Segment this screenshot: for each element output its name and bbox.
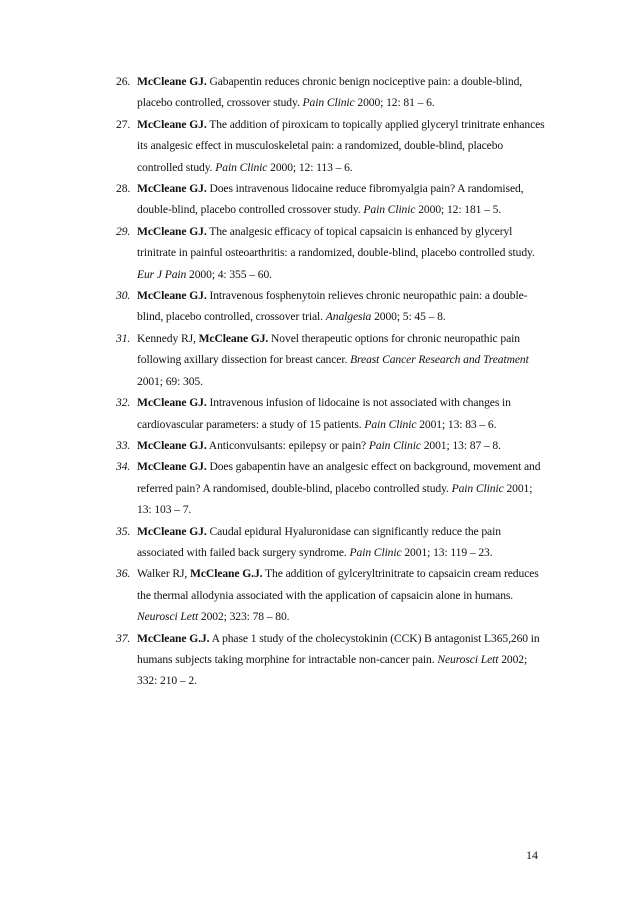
reference-citation: 2001; 69: 305. [137,374,203,388]
reference-title: Anticonvulsants: epilepsy or pain? [206,438,369,452]
reference-item [116,435,548,456]
highlighted-author: McCleane GJ. [137,75,207,88]
reference-authors [137,289,207,302]
page-number: 14 [526,848,538,862]
reference-authors: Walker RJ, McCleane G.J. [137,567,263,581]
highlighted-author: McCleane GJ. [137,524,207,538]
reference-citation: 2000; 12: 113 – 6. [267,160,353,174]
reference-citation: 2000; 4: 355 – 60. [186,267,272,281]
reference-number: 30. [116,289,131,303]
reference-list [116,71,548,692]
reference-item [116,628,548,692]
reference-title: Does gabapentin have an analgesic effect on background, movement and referred pain? A randomised, double-blind, placebo controlled study. [137,460,541,495]
reference-authors [137,118,207,131]
reference-title: Intravenous fosphenytoin relieves chronic neuropathic pain: a double-blind, placebo controlled, crossover trial. [137,289,528,324]
reference-journal: Breast Cancer Research and Treatment [350,353,529,367]
reference-title: The analgesic efficacy of topical capsaicin is enhanced by glyceryl trinitrate in painful osteoarthritis: a randomized, double-blind, placebo controlled study. [137,224,535,260]
reference-number: 37. [116,631,131,645]
highlighted-author: McCleane G.J. [190,567,263,581]
highlighted-author: McCleane GJ. [137,438,207,452]
reference-number: 29. [116,224,131,238]
reference-number: 31. [116,331,131,345]
reference-number: 32. [116,396,131,410]
reference-title: Intravenous infusion of lidocaine is not associated with changes in cardiovascular parameters: a study of 15 patients. [137,396,511,431]
reference-journal: Pain Clinic [364,417,417,431]
reference-number: 34. [116,460,131,474]
reference-item [116,221,548,285]
reference-item [116,521,548,564]
reference-authors [137,632,209,645]
highlighted-author: McCleane GJ. [137,460,207,474]
reference-citation: 2000; 5: 45 – 8. [371,310,446,324]
reference-number: 28. [116,182,131,196]
reference-item [116,392,548,435]
reference-authors: Kennedy RJ, McCleane GJ. [137,331,269,345]
reference-journal: Neurosci Lett [137,610,199,624]
reference-citation: 2002; 323: 78 – 80. [198,610,290,624]
reference-item [116,285,548,328]
reference-item [116,328,548,392]
reference-number: 35. [116,524,131,538]
reference-title: Does intravenous lidocaine reduce fibromyalgia pain? A randomised, double-blind, placebo controlled crossover study. [137,182,524,217]
reference-journal: Pain Clinic [215,160,268,174]
reference-citation: 2001; 13: 119 – 23. [401,545,493,559]
reference-citation: 2000; 12: 81 – 6. [354,96,435,110]
reference-citation: 2002; 332: 210 – 2. [137,652,528,688]
reference-title: The addition of piroxicam to topically applied glyceryl trinitrate enhances its analgesic effect in musculoskeletal pain: a randomized, double-blind, placebo controlled study. [137,117,545,174]
reference-citation: 2001; 13: 103 – 7. [137,481,533,517]
reference-authors [137,460,207,473]
reference-journal: Pain Clinic [368,438,421,452]
reference-authors [137,396,207,409]
reference-journal: Pain Clinic [363,203,416,217]
reference-journal: Eur J Pain [137,267,187,281]
highlighted-author: McCleane GJ. [137,396,207,410]
reference-citation: 2000; 12: 181 – 5. [415,203,502,217]
reference-item [116,563,548,627]
reference-number: 33. [116,438,131,452]
reference-number: 36. [116,567,131,581]
reference-authors [137,75,207,88]
reference-journal: Pain Clinic [302,96,355,110]
reference-item [116,456,548,520]
reference-journal: Neurosci Lett [437,652,499,666]
reference-authors [137,182,207,195]
reference-title: The addition of gylceryltrinitrate to capsaicin cream reduces the thermal allodynia associated with the application of capsaicin alone in humans. [137,567,539,602]
highlighted-author: McCleane GJ. [137,182,207,196]
reference-title: Caudal epidural Hyaluronidase can significantly reduce the pain associated with failed back surgery syndrome. [137,524,501,559]
reference-number: 26. [116,75,131,88]
reference-journal: Analgesia [325,310,372,324]
reference-item [116,178,548,221]
reference-citation: 2001; 13: 87 – 8. [420,438,501,452]
highlighted-author: McCleane GJ. [137,289,207,303]
highlighted-author: McCleane GJ. [137,224,207,238]
reference-title: A phase 1 study of the cholecystokinin (CCK) B antagonist L365,260 in humans subjects taking morphine for intractable non-cancer pain. [137,631,540,666]
reference-journal: Pain Clinic [451,481,504,495]
reference-authors [137,525,207,538]
highlighted-author: McCleane GJ. [137,117,207,131]
highlighted-author: McCleane G.J. [137,631,210,645]
reference-title: Novel therapeutic options for chronic neuropathic pain following axillary dissection for breast cancer. [137,331,520,367]
reference-authors [137,439,207,452]
reference-number: 27. [116,117,131,131]
reference-authors [137,225,207,238]
reference-citation: 2001; 13: 83 – 6. [416,417,497,431]
reference-item [116,71,548,114]
highlighted-author: McCleane GJ. [198,331,269,345]
reference-journal: Pain Clinic [349,545,402,559]
reference-title: Gabapentin reduces chronic benign nociceptive pain: a double-blind, placebo controlled, crossover study. [137,75,523,110]
reference-item [116,114,548,178]
